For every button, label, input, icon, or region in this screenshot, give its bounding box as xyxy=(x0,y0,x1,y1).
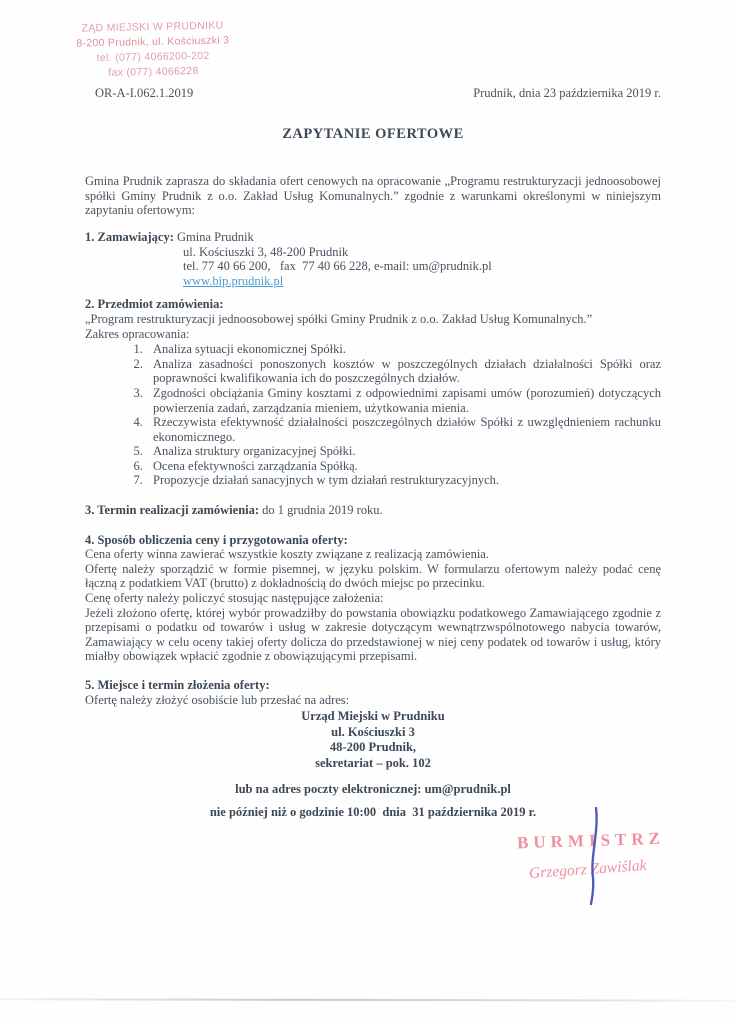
intro-paragraph: Gmina Prudnik zaprasza do składania ofert cenowych na opracowanie „Programu restrukturyzacji jednoosobowej spółki Gminy Prudnik z o.o. Zakład Usług Komunalnych.” zgodnie z warunkami określonymi w niniejszym zapytaniu ofertowym: xyxy=(85,174,661,218)
submission-address-line: ul. Kościuszki 3 xyxy=(331,724,415,739)
section-4-paragraph: Cenę oferty należy policzyć stosując następujące założenia: xyxy=(85,591,384,606)
section-5-miejsce-i-termin xyxy=(85,678,661,820)
ordering-party-website-line xyxy=(183,274,661,289)
section-3-termin xyxy=(85,503,661,518)
submission-email-line: lub na adres poczty elektronicznej: um@prudnik.pl xyxy=(235,781,511,796)
section-4-sposob-obliczenia xyxy=(85,533,661,664)
section-4-paragraph: Ofertę należy sporządzić w formie pisemnej, w języku polskim. W formularzu ofertowym należy podać cenę łączną z podatkiem VAT (brutto) z dokładnością do dwóch miejsc po przecinku. xyxy=(85,561,661,591)
section-4-paragraph: Jeżeli złożono ofertę, której wybór prowadziłby do powstania obowiązku podatkowego Zamawiającego zgodnie z przepisami o podatku od towarów i usług w zakresie dotyczącym wewnątrzwspólnotowego nabycia towarów, Zamawiający w celu oceny takiej oferty dolicza do przedstawionej w niej ceny podatek od towarów i usług, który miałby obowiązek wpłacić zgodnie z obowiązującymi przepisami. xyxy=(85,605,661,664)
submission-address-line: Urząd Miejski w Prudniku xyxy=(301,709,445,724)
section-2-przedmiot xyxy=(85,297,661,488)
ordering-party-contact: tel. 77 40 66 200, fax 77 40 66 228, e-mail: um@prudnik.pl xyxy=(183,259,492,274)
section-4-paragraph: Cena oferty winna zawierać wszystkie koszty związane z realizacją zamówienia. xyxy=(85,547,489,562)
section-5-heading: 5. Miejsce i termin złożenia oferty: xyxy=(85,678,270,692)
submission-deadline-line: nie później niż o godzinie 10:00 dnia 31 października 2019 r. xyxy=(209,805,537,820)
submission-address-line: sekretariat – pok. 102 xyxy=(315,755,431,770)
stamp-office-phone: tel. (077) 4066200-202 xyxy=(96,49,210,65)
section-1-heading: 1. Zamawiający: xyxy=(85,229,174,244)
section-1-zamawiajacy xyxy=(85,230,661,288)
ordering-party-name: Gmina Prudnik xyxy=(177,229,254,244)
mayor-stamp-title: BURMISTRZ xyxy=(516,828,666,853)
section-2-heading: 2. Przedmiot zamówienia: xyxy=(85,297,224,312)
section-5-intro: Ofertę należy złożyć osobiście lub przesłać na adres: xyxy=(85,692,350,707)
scope-list-item: 2. Analiza zasadności ponoszonych kosztów w poszczególnych działach działalności Spółki oraz poprawności kwalifikowania ich do poszczególnych działów. xyxy=(146,357,661,386)
scope-label: Zakres opracowania: xyxy=(85,326,190,341)
stamp-office-address: 8-200 Prudnik, ul. Kościuszki 3 xyxy=(76,34,230,50)
scan-page-edge-line xyxy=(0,998,736,1001)
place-and-date: Prudnik, dnia 23 października 2019 r. xyxy=(473,86,661,100)
scope-list-item: 7. Propozycje działań sanacyjnych w tym działań restrukturyzacyjnych. xyxy=(146,473,661,488)
deadline-value: do 1 grudnia 2019 roku. xyxy=(262,503,383,518)
signature-ink-icon xyxy=(582,806,606,906)
order-subject: „Program restrukturyzacji jednoosobowej spółki Gminy Prudnik z o.o. Zakład Usług Komunalnych.” xyxy=(85,311,593,326)
reference-date-row xyxy=(85,86,661,101)
scope-list-item: 4. Rzeczywista efektywność działalności poszczególnych działów Spółki z uwzględnieniem rachunku ekonomicznego. xyxy=(146,415,661,444)
scope-list-item: 3. Zgodności obciążania Gminy kosztami z odpowiednimi zapisami umów (porozumień) dotyczących powierzenia zadań, zarządzania mieniem, użytkowania mienia. xyxy=(146,386,661,415)
mayor-stamp-name: Grzegorz Zawiślak xyxy=(528,856,647,883)
scope-list-item: 5. Analiza struktury organizacyjnej Spółki. xyxy=(146,444,661,459)
document-title: ZAPYTANIE OFERTOWE xyxy=(282,125,464,142)
scope-list-item: 1. Analiza sytuacji ekonomicznej Spółki. xyxy=(146,342,661,357)
section-4-heading: 4. Sposób obliczenia ceny i przygotowania oferty: xyxy=(85,532,348,547)
pen-signature-stroke xyxy=(582,806,606,911)
stamp-office-name: ZĄD MIEJSKI W PRUDNIKU xyxy=(81,19,224,35)
scope-list-item: 6. Ocena efektywności zarządzania Spółką. xyxy=(146,459,661,474)
section-1-line xyxy=(85,230,661,245)
stamp-office-fax: fax (077) 4066228 xyxy=(108,65,199,79)
reference-number: OR-A-I.062.1.2019 xyxy=(95,86,194,100)
ordering-party-address: ul. Kościuszki 3, 48-200 Prudnik xyxy=(183,244,349,259)
section-3-line xyxy=(85,503,661,518)
submission-address-block xyxy=(85,709,661,771)
document-content xyxy=(85,0,661,820)
scope-list xyxy=(85,342,661,488)
submission-address-line: 48-200 Prudnik, xyxy=(329,740,417,755)
bip-website-link[interactable]: www.bip.prudnik.pl xyxy=(183,273,284,288)
section-3-heading: 3. Termin realizacji zamówienia: xyxy=(85,503,260,518)
